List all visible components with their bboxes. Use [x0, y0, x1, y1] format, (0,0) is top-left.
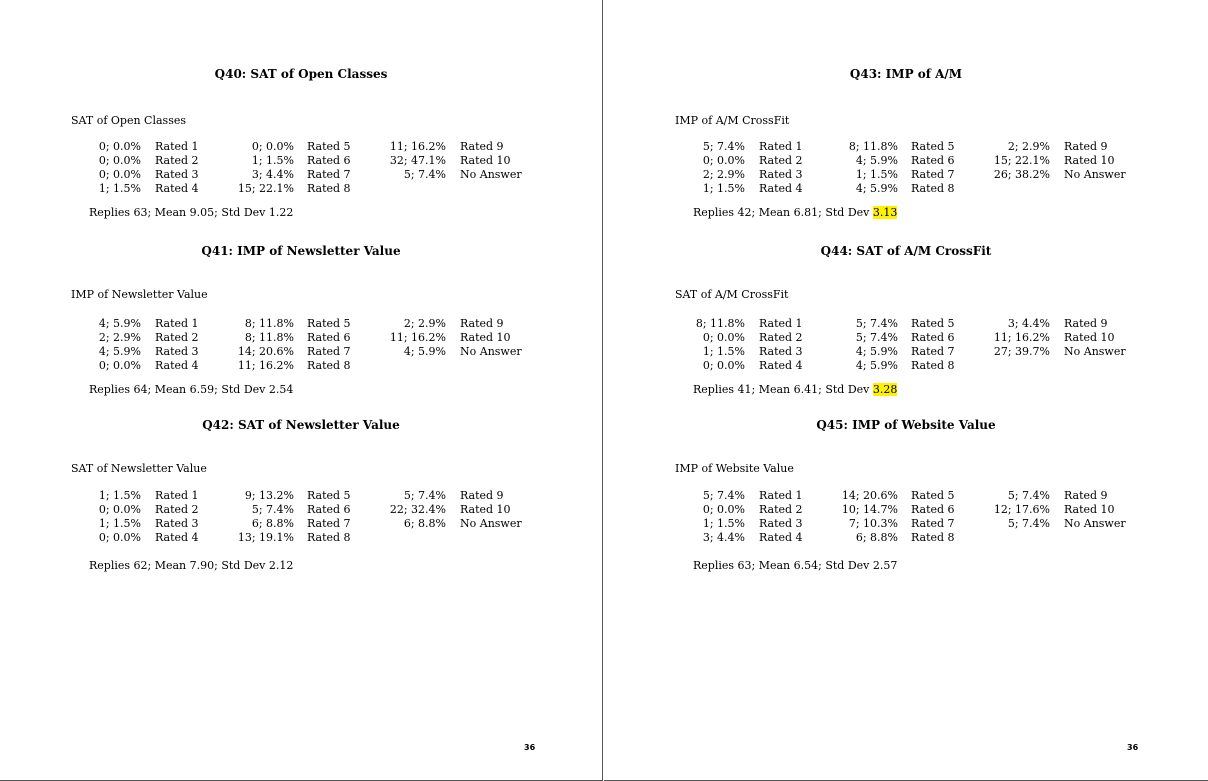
rating-count: 0; 0.0% — [98, 140, 141, 153]
rating-count: 8; 11.8% — [848, 140, 898, 153]
rating-count: 5; 7.4% — [855, 331, 898, 344]
rating-count: 8; 11.8% — [244, 317, 294, 330]
rating-count: 1; 1.5% — [98, 517, 141, 530]
rating-count: 7; 10.3% — [848, 517, 898, 530]
page-right — [604, 0, 1208, 781]
rating-label: Rated 2 — [759, 331, 803, 344]
rating-count: 11; 16.2% — [237, 359, 294, 372]
rating-row — [0, 489, 602, 503]
rating-label: Rated 7 — [307, 168, 351, 181]
rating-label: No Answer — [460, 345, 522, 358]
rating-label: Rated 8 — [307, 182, 351, 195]
rating-label: Rated 10 — [460, 331, 511, 344]
rating-count: 6; 8.8% — [403, 517, 446, 530]
rating-count: 0; 0.0% — [702, 359, 745, 372]
rating-label: Rated 2 — [155, 503, 199, 516]
rating-label: Rated 3 — [759, 517, 803, 530]
rating-label: Rated 5 — [307, 317, 351, 330]
rating-label: Rated 4 — [759, 531, 803, 544]
std-dev-value: 2.54 — [268, 383, 294, 396]
rating-label: Rated 4 — [155, 182, 199, 195]
rating-label: Rated 8 — [307, 531, 351, 544]
rating-count: 1; 1.5% — [251, 154, 294, 167]
rating-label: Rated 7 — [911, 345, 955, 358]
rating-label: Rated 7 — [911, 517, 955, 530]
rating-label: Rated 4 — [759, 182, 803, 195]
rating-row — [0, 359, 602, 373]
rating-count: 2; 2.9% — [98, 331, 141, 344]
rating-count: 12; 17.6% — [993, 503, 1050, 516]
rating-count: 11; 16.2% — [389, 140, 446, 153]
rating-label: Rated 3 — [155, 517, 199, 530]
rating-label: Rated 1 — [759, 489, 803, 502]
rating-label: Rated 5 — [911, 140, 955, 153]
rating-count: 8; 11.8% — [695, 317, 745, 330]
ratings-grid — [0, 140, 602, 196]
rating-count: 0; 0.0% — [98, 168, 141, 181]
rating-count: 1; 1.5% — [855, 168, 898, 181]
rating-label: Rated 9 — [460, 140, 504, 153]
rating-label: Rated 5 — [911, 317, 955, 330]
summary-text: Replies 63; Mean 6.54; Std Dev — [693, 559, 873, 572]
page-number: 36 — [1127, 743, 1139, 752]
rating-label: Rated 7 — [307, 345, 351, 358]
rating-count: 3; 4.4% — [702, 531, 745, 544]
rating-label: Rated 8 — [911, 359, 955, 372]
rating-label: Rated 3 — [155, 168, 199, 181]
rating-label: Rated 9 — [460, 317, 504, 330]
rating-count: 0; 0.0% — [702, 331, 745, 344]
rating-row — [604, 345, 1208, 359]
rating-count: 0; 0.0% — [702, 154, 745, 167]
rating-label: Rated 1 — [155, 140, 199, 153]
question-subtitle: SAT of Open Classes — [71, 114, 186, 127]
rating-row — [0, 517, 602, 531]
rating-count: 4; 5.9% — [855, 345, 898, 358]
rating-count: 5; 7.4% — [251, 503, 294, 516]
std-dev-value: 2.12 — [268, 559, 294, 572]
rating-count: 4; 5.9% — [855, 359, 898, 372]
summary-text: Replies 64; Mean 6.59; Std Dev — [89, 383, 269, 396]
summary-line — [89, 206, 293, 219]
rating-row — [604, 531, 1208, 545]
rating-label: Rated 5 — [307, 489, 351, 502]
rating-count: 5; 7.4% — [1007, 489, 1050, 502]
rating-label: No Answer — [1064, 517, 1126, 530]
rating-count: 22; 32.4% — [389, 503, 446, 516]
rating-label: Rated 3 — [759, 345, 803, 358]
summary-text: Replies 42; Mean 6.81; Std Dev — [693, 206, 873, 219]
rating-count: 5; 7.4% — [403, 168, 446, 181]
summary-line — [693, 559, 897, 572]
rating-count: 14; 20.6% — [237, 345, 294, 358]
rating-label: Rated 5 — [307, 140, 351, 153]
rating-row — [604, 154, 1208, 168]
rating-count: 5; 7.4% — [403, 489, 446, 502]
rating-count: 11; 16.2% — [993, 331, 1050, 344]
rating-label: No Answer — [460, 168, 522, 181]
rating-count: 15; 22.1% — [993, 154, 1050, 167]
rating-row — [604, 503, 1208, 517]
std-dev-value: 2.57 — [872, 559, 898, 572]
page-left — [0, 0, 603, 781]
rating-label: Rated 3 — [155, 345, 199, 358]
std-dev-value: 1.22 — [268, 206, 294, 219]
question-title: Q44: SAT of A/M CrossFit — [820, 244, 992, 258]
rating-count: 11; 16.2% — [389, 331, 446, 344]
std-dev-value: 3.28 — [872, 383, 898, 396]
rating-label: Rated 6 — [307, 503, 351, 516]
question-title: Q41: IMP of Newsletter Value — [201, 244, 401, 258]
rating-count: 3; 4.4% — [1007, 317, 1050, 330]
rating-label: Rated 4 — [155, 531, 199, 544]
page-number: 36 — [524, 743, 536, 752]
rating-label: Rated 6 — [911, 154, 955, 167]
rating-row — [0, 317, 602, 331]
rating-count: 2; 2.9% — [1007, 140, 1050, 153]
summary-line — [89, 559, 293, 572]
rating-row — [0, 140, 602, 154]
rating-label: Rated 1 — [759, 317, 803, 330]
rating-label: Rated 9 — [1064, 489, 1108, 502]
rating-count: 5; 7.4% — [1007, 517, 1050, 530]
rating-count: 6; 8.8% — [251, 517, 294, 530]
rating-label: Rated 4 — [155, 359, 199, 372]
rating-label: Rated 8 — [911, 531, 955, 544]
summary-text: Replies 63; Mean 9.05; Std Dev — [89, 206, 269, 219]
question-subtitle: SAT of A/M CrossFit — [675, 288, 789, 301]
rating-row — [0, 345, 602, 359]
summary-line — [693, 206, 897, 219]
rating-label: Rated 9 — [1064, 140, 1108, 153]
rating-row — [604, 517, 1208, 531]
rating-label: Rated 2 — [759, 503, 803, 516]
rating-label: Rated 5 — [911, 489, 955, 502]
rating-label: Rated 1 — [759, 140, 803, 153]
rating-count: 5; 7.4% — [855, 317, 898, 330]
rating-label: Rated 1 — [155, 489, 199, 502]
ratings-grid — [0, 489, 602, 545]
question-title: Q43: IMP of A/M — [849, 67, 963, 81]
summary-line — [693, 383, 897, 396]
ratings-grid — [0, 317, 602, 373]
rating-count: 5; 7.4% — [702, 140, 745, 153]
rating-count: 2; 2.9% — [702, 168, 745, 181]
rating-label: Rated 10 — [460, 503, 511, 516]
rating-count: 1; 1.5% — [702, 345, 745, 358]
rating-row — [0, 154, 602, 168]
rating-count: 3; 4.4% — [251, 168, 294, 181]
rating-count: 8; 11.8% — [244, 331, 294, 344]
rating-count: 2; 2.9% — [403, 317, 446, 330]
rating-count: 10; 14.7% — [841, 503, 898, 516]
ratings-grid — [604, 317, 1208, 373]
question-title: Q45: IMP of Website Value — [816, 418, 996, 432]
rating-label: No Answer — [1064, 345, 1126, 358]
ratings-grid — [604, 489, 1208, 545]
rating-label: Rated 3 — [759, 168, 803, 181]
rating-row — [604, 331, 1208, 345]
rating-row — [0, 182, 602, 196]
rating-count: 14; 20.6% — [841, 489, 898, 502]
summary-text: Replies 41; Mean 6.41; Std Dev — [693, 383, 873, 396]
summary-line — [89, 383, 293, 396]
rating-count: 1; 1.5% — [98, 182, 141, 195]
rating-label: Rated 8 — [911, 182, 955, 195]
rating-label: Rated 9 — [1064, 317, 1108, 330]
rating-row — [604, 168, 1208, 182]
rating-count: 0; 0.0% — [702, 503, 745, 516]
rating-count: 32; 47.1% — [389, 154, 446, 167]
question-title: Q40: SAT of Open Classes — [214, 67, 388, 81]
rating-count: 5; 7.4% — [702, 489, 745, 502]
question-title: Q42: SAT of Newsletter Value — [202, 418, 400, 432]
rating-label: Rated 2 — [759, 154, 803, 167]
rating-label: Rated 10 — [1064, 154, 1115, 167]
rating-row — [604, 140, 1208, 154]
rating-label: Rated 4 — [759, 359, 803, 372]
question-subtitle: IMP of Website Value — [675, 462, 794, 475]
rating-label: Rated 7 — [911, 168, 955, 181]
rating-row — [604, 359, 1208, 373]
rating-count: 0; 0.0% — [98, 503, 141, 516]
rating-row — [604, 489, 1208, 503]
rating-count: 9; 13.2% — [244, 489, 294, 502]
rating-count: 1; 1.5% — [702, 182, 745, 195]
rating-label: Rated 6 — [911, 331, 955, 344]
rating-label: Rated 1 — [155, 317, 199, 330]
rating-count: 0; 0.0% — [251, 140, 294, 153]
rating-count: 0; 0.0% — [98, 154, 141, 167]
rating-label: Rated 6 — [911, 503, 955, 516]
rating-count: 27; 39.7% — [993, 345, 1050, 358]
rating-label: No Answer — [1064, 168, 1126, 181]
rating-label: Rated 2 — [155, 331, 199, 344]
question-subtitle: IMP of Newsletter Value — [71, 288, 208, 301]
summary-text: Replies 62; Mean 7.90; Std Dev — [89, 559, 269, 572]
rating-row — [0, 331, 602, 345]
rating-count: 6; 8.8% — [855, 531, 898, 544]
rating-count: 4; 5.9% — [855, 154, 898, 167]
rating-count: 4; 5.9% — [403, 345, 446, 358]
rating-count: 13; 19.1% — [237, 531, 294, 544]
rating-count: 4; 5.9% — [855, 182, 898, 195]
rating-label: Rated 8 — [307, 359, 351, 372]
rating-label: Rated 10 — [1064, 503, 1115, 516]
question-subtitle: SAT of Newsletter Value — [71, 462, 207, 475]
rating-label: Rated 6 — [307, 154, 351, 167]
rating-row — [0, 168, 602, 182]
rating-row — [0, 503, 602, 517]
rating-count: 0; 0.0% — [98, 531, 141, 544]
rating-count: 1; 1.5% — [98, 489, 141, 502]
rating-count: 4; 5.9% — [98, 317, 141, 330]
rating-label: Rated 10 — [460, 154, 511, 167]
rating-row — [604, 182, 1208, 196]
rating-label: Rated 6 — [307, 331, 351, 344]
rating-label: Rated 10 — [1064, 331, 1115, 344]
rating-label: Rated 7 — [307, 517, 351, 530]
ratings-grid — [604, 140, 1208, 196]
rating-row — [604, 317, 1208, 331]
rating-count: 26; 38.2% — [993, 168, 1050, 181]
rating-count: 15; 22.1% — [237, 182, 294, 195]
rating-label: No Answer — [460, 517, 522, 530]
question-subtitle: IMP of A/M CrossFit — [675, 114, 790, 127]
rating-label: Rated 2 — [155, 154, 199, 167]
rating-row — [0, 531, 602, 545]
rating-count: 4; 5.9% — [98, 345, 141, 358]
rating-count: 0; 0.0% — [98, 359, 141, 372]
rating-label: Rated 9 — [460, 489, 504, 502]
std-dev-value: 3.13 — [872, 206, 898, 219]
rating-count: 1; 1.5% — [702, 517, 745, 530]
